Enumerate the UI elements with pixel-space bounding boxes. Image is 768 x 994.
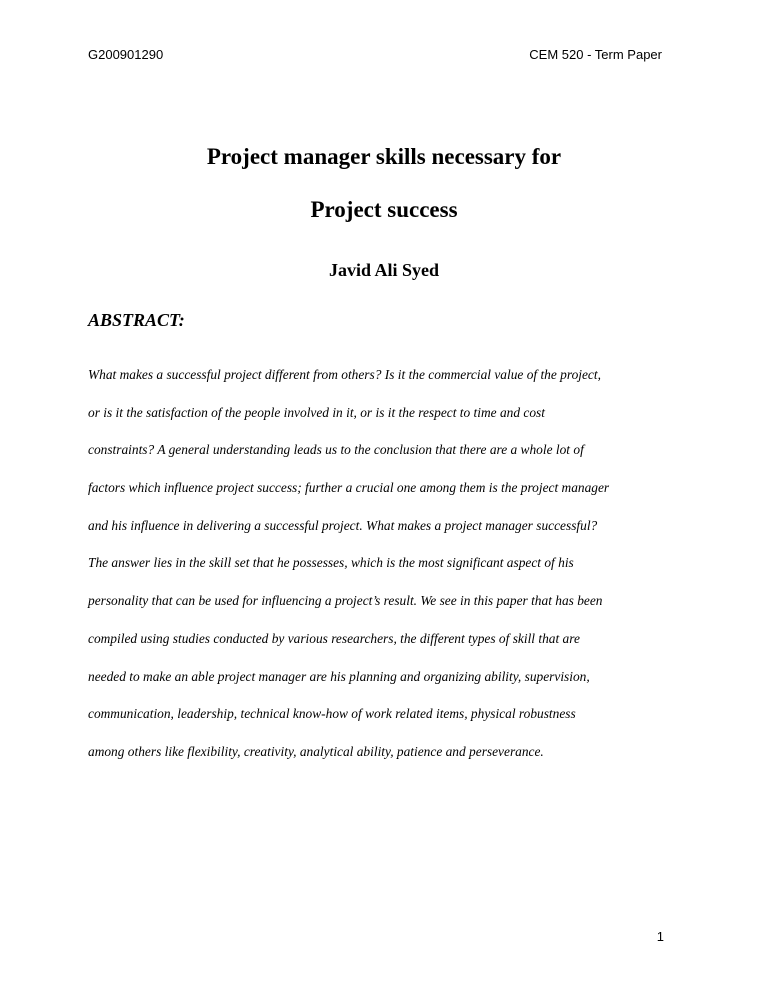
- abstract-line: among others like flexibility, creativity, analytical ability, patience and perseverance.: [88, 743, 544, 759]
- abstract-line: factors which influence project success; further a crucial one among them is the project manager: [88, 480, 610, 496]
- abstract-heading: ABSTRACT:: [88, 310, 185, 330]
- page-number: 1: [656, 929, 664, 944]
- abstract-line: or is it the satisfaction of the people involved in it, or is it the respect to time and cost: [88, 404, 545, 420]
- abstract-line: compiled using studies conducted by various researchers, the different types of skill that are: [88, 630, 580, 646]
- abstract-line: constraints? A general understanding leads us to the conclusion that there are a whole lot of: [88, 442, 584, 458]
- author-name: Javid Ali Syed: [328, 260, 440, 280]
- abstract-line: What makes a successful project different from others? Is it the commercial value of the project,: [88, 367, 601, 382]
- abstract-line: needed to make an able project manager are his planning and organizing ability, supervision,: [88, 668, 590, 684]
- paper-title-line-1: Project manager skills necessary for: [206, 144, 562, 169]
- abstract-line: and his influence in delivering a successful project. What makes a project manager successful?: [88, 517, 598, 533]
- paper-title-line-2: Project success: [310, 197, 458, 222]
- abstract-line: The answer lies in the skill set that he possesses, which is the most significant aspect of his: [88, 555, 574, 571]
- header-course-title: CEM 520 - Term Paper: [529, 47, 662, 62]
- abstract-body: [88, 366, 678, 781]
- header-student-id: G200901290: [88, 47, 164, 62]
- abstract-line: personality that can be used for influencing a project’s result. We see in this paper that has been: [88, 593, 603, 609]
- abstract-line: communication, leadership, technical know-how of work related items, physical robustness: [88, 706, 576, 722]
